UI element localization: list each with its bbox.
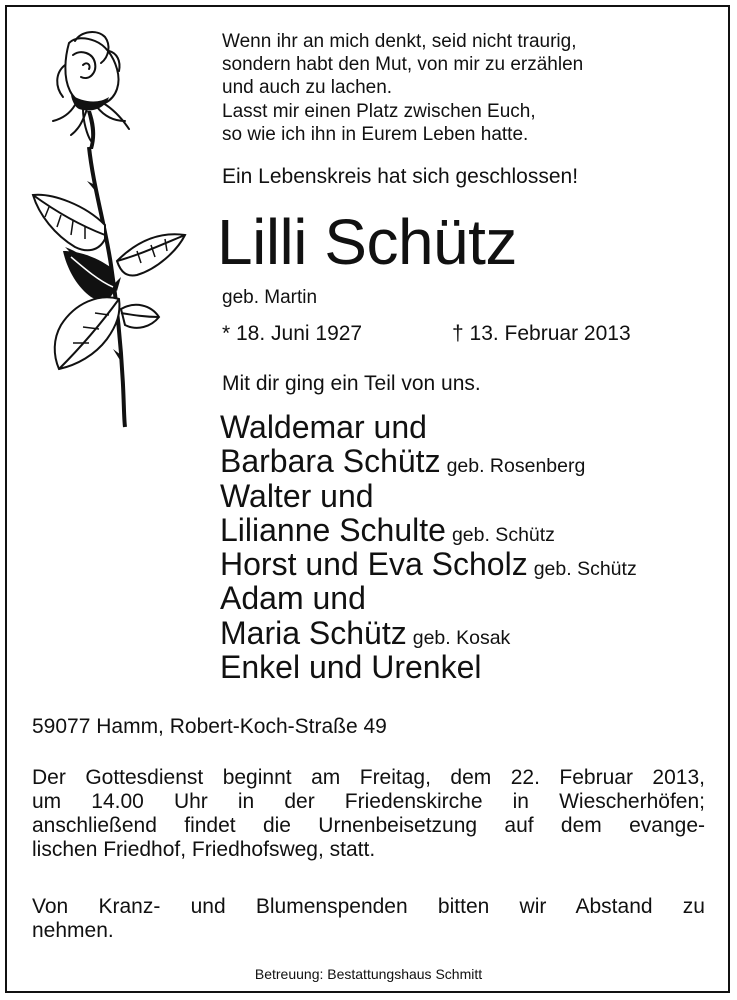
service-line: um 14.00 Uhr in der Friedenskirche in Wiescherhöfen; bbox=[32, 790, 705, 813]
mourner-geb: geb. Schütz bbox=[533, 558, 637, 581]
mourner-name: Walter und bbox=[220, 477, 374, 514]
poem bbox=[222, 30, 583, 146]
donation-line: Von Kranz- und Blumenspenden bitten wir Abstand zu bbox=[32, 895, 705, 918]
mourner-name: Barbara Schütz bbox=[220, 443, 441, 480]
service-line: Der Gottesdienst beginnt am Freitag, dem 22. Februar 2013, bbox=[32, 766, 705, 789]
service-info bbox=[32, 766, 705, 862]
mourner-row bbox=[220, 444, 637, 478]
mourner-row bbox=[220, 410, 637, 444]
mourner-geb: geb. Schütz bbox=[451, 523, 555, 546]
mourner-geb: geb. Kosak bbox=[412, 626, 511, 649]
mourner-row bbox=[220, 616, 637, 650]
mourner-name: Adam und bbox=[220, 580, 366, 617]
mourner-name: Horst und Eva Scholz bbox=[220, 546, 528, 583]
donation-line: nehmen. bbox=[32, 919, 114, 942]
poem-line: Lasst mir einen Platz zwischen Euch, bbox=[222, 100, 536, 122]
mourner-geb: geb. Rosenberg bbox=[446, 455, 586, 478]
life-circle-text: Ein Lebenskreis hat sich geschlossen! bbox=[222, 165, 579, 188]
mourner-row bbox=[220, 547, 637, 581]
poem-line: sondern habt den Mut, von mir zu erzählen bbox=[222, 54, 584, 76]
mourner-row bbox=[220, 650, 637, 684]
birth-date: * 18. Juni 1927 bbox=[222, 322, 363, 345]
rose-icon bbox=[25, 25, 195, 430]
poem-line: und auch zu lachen. bbox=[222, 77, 393, 99]
mourners-list bbox=[220, 410, 637, 684]
mourner-row bbox=[220, 513, 637, 547]
mourner-name: Waldemar und bbox=[220, 409, 427, 445]
maiden-name: geb. Martin bbox=[222, 287, 318, 308]
mourner-name: Enkel und Urenkel bbox=[220, 649, 482, 686]
death-date: † 13. Februar 2013 bbox=[452, 322, 631, 345]
part-of-us-text: Mit dir ging ein Teil von uns. bbox=[222, 372, 481, 395]
poem-line: Wenn ihr an mich denkt, seid nicht traurig, bbox=[222, 31, 577, 52]
service-line: lischen Friedhof, Friedhofsweg, statt. bbox=[32, 838, 376, 861]
poem-line: so wie ich ihn in Eurem Leben hatte. bbox=[222, 123, 529, 145]
address: 59077 Hamm, Robert-Koch-Straße 49 bbox=[32, 715, 387, 738]
mourner-row bbox=[220, 581, 637, 615]
undertaker-credit: Betreuung: Bestattungshaus Schmitt bbox=[254, 966, 483, 982]
service-line: anschließend findet die Urnenbeisetzung auf dem evange- bbox=[32, 814, 705, 837]
mourner-name: Maria Schütz bbox=[220, 614, 407, 651]
donation-note bbox=[32, 895, 705, 943]
deceased-name: Lilli Schütz bbox=[217, 206, 517, 278]
mourner-row bbox=[220, 479, 637, 513]
mourner-name: Lilianne Schulte bbox=[220, 511, 446, 548]
